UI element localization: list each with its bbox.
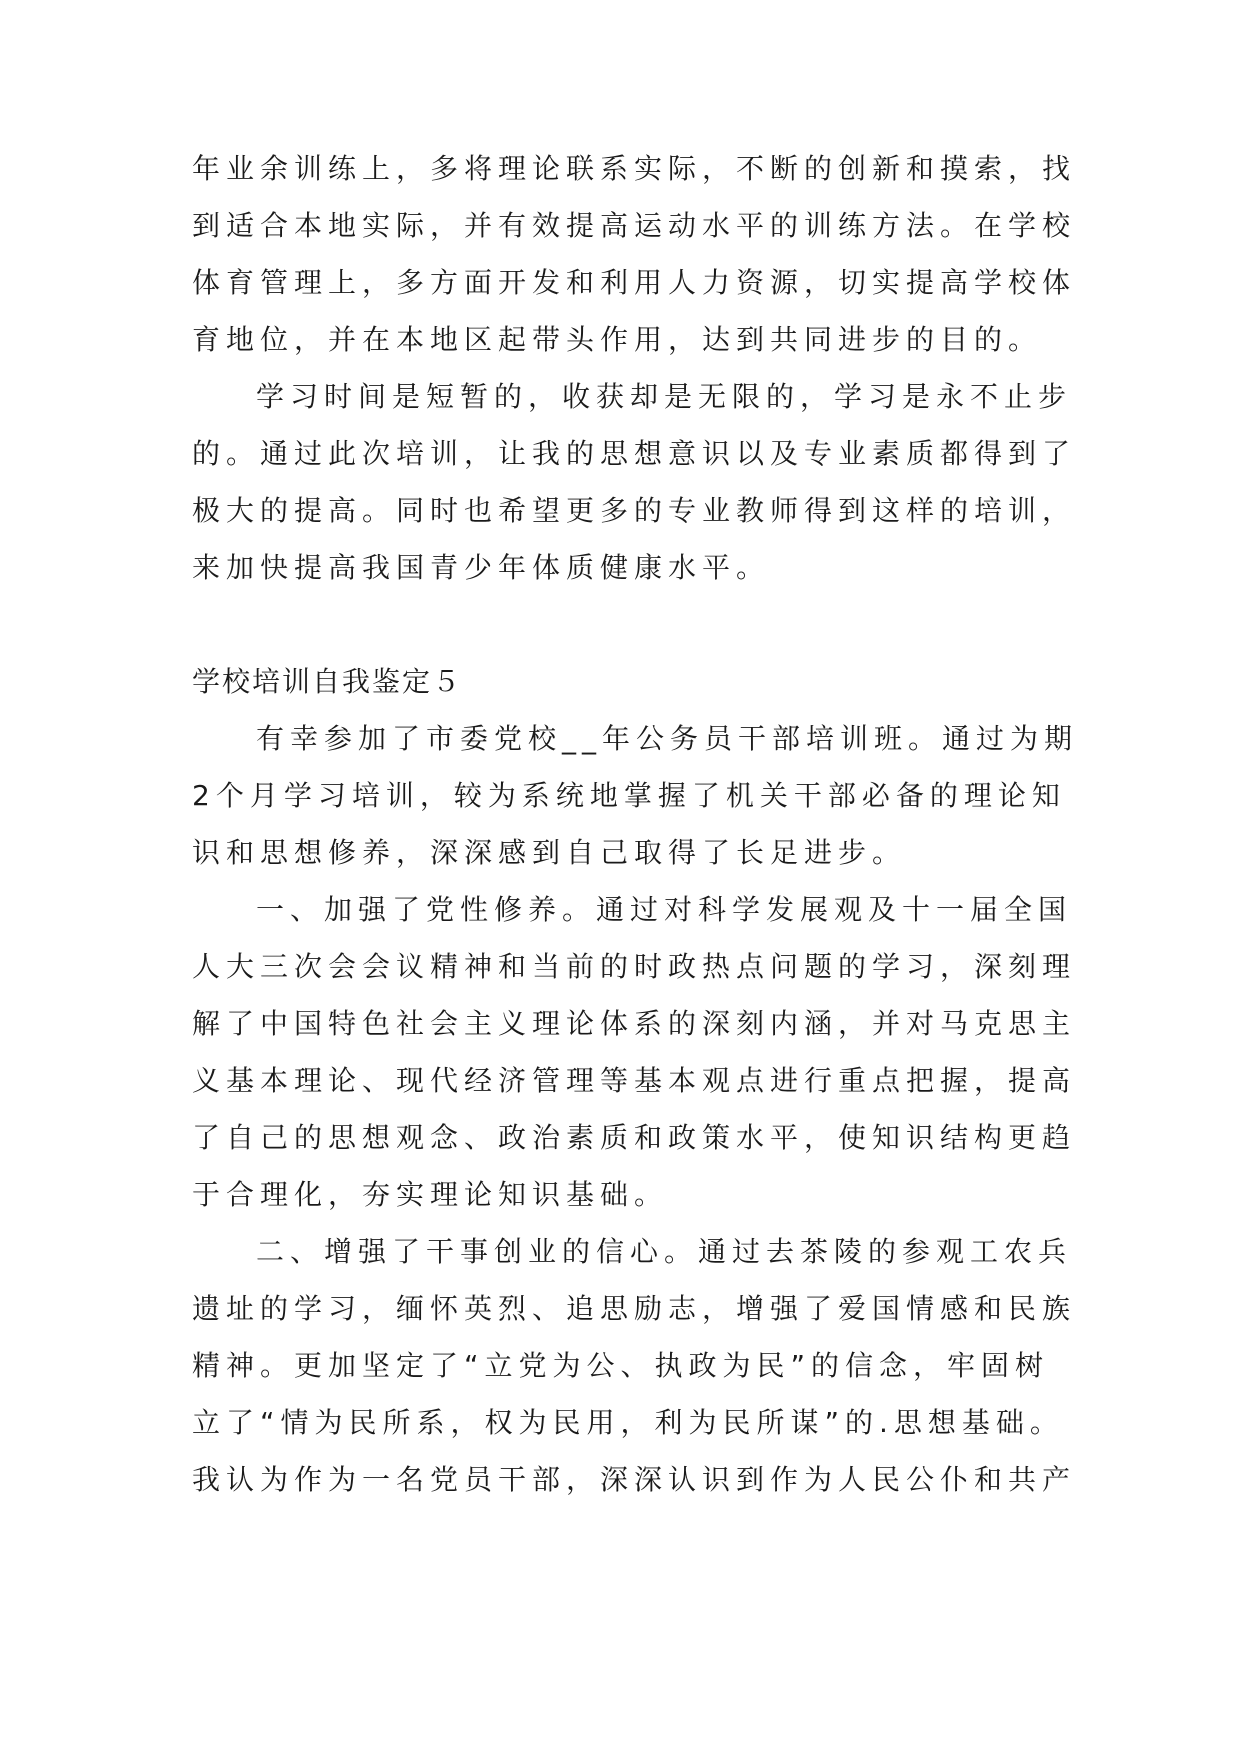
body-text-line: 的。通过此次培训，让我的思想意识以及专业素质都得到了 xyxy=(192,437,1077,470)
body-text-line: 遗址的学习，缅怀英烈、追思励志，增强了爱国情感和民族 xyxy=(192,1292,1077,1325)
body-text-line: 精神。更加坚定了“立党为公、执政为民”的信念，牢固树 xyxy=(192,1349,1050,1382)
body-text-line: 人大三次会会议精神和当前的时政热点问题的学习，深刻理 xyxy=(192,950,1077,983)
body-text-line: 极大的提高。同时也希望更多的专业教师得到这样的培训， xyxy=(192,494,1077,527)
body-text-line: 解了中国特色社会主义理论体系的深刻内涵，并对马克思主 xyxy=(192,1007,1077,1040)
body-text-line: 立了“情为民所系，权为民用，利为民所谋”的.思想基础。 xyxy=(192,1406,1064,1439)
paragraph-first-line: 一、加强了党性修养。通过对科学发展观及十一届全国 xyxy=(256,893,1073,926)
paragraph-first-line: 学习时间是短暂的，收获却是无限的，学习是永不止步 xyxy=(256,380,1073,413)
body-text-line: 来加快提高我国青少年体质健康水平。 xyxy=(192,551,771,584)
body-text-line: 识和思想修养，深深感到自己取得了长足进步。 xyxy=(192,836,907,869)
body-text-line: 了自己的思想观念、政治素质和政策水平，使知识结构更趋 xyxy=(192,1121,1077,1154)
body-text-line: 义基本理论、现代经济管理等基本观点进行重点把握，提高 xyxy=(192,1064,1077,1097)
paragraph-first-line: 二、增强了干事创业的信心。通过去茶陵的参观工农兵 xyxy=(256,1235,1073,1268)
section-heading: 学校培训自我鉴定５ xyxy=(192,665,463,698)
body-text-line: 年业余训练上，多将理论联系实际，不断的创新和摸索，找 xyxy=(192,152,1077,185)
paragraph-first-line: 有幸参加了市委党校__年公务员干部培训班。通过为期 xyxy=(256,722,1079,755)
body-text-line: 育地位，并在本地区起带头作用，达到共同进步的目的。 xyxy=(192,323,1043,356)
body-text-line: 到适合本地实际，并有效提高运动水平的训练方法。在学校 xyxy=(192,209,1077,242)
body-text-line: 于合理化，夯实理论知识基础。 xyxy=(192,1178,669,1211)
body-text-line: 我认为作为一名党员干部，深深认识到作为人民公仆和共产 xyxy=(192,1463,1077,1496)
body-text-line: 2个月学习培训，较为系统地掌握了机关干部必备的理论知 xyxy=(192,779,1066,812)
body-text-line: 体育管理上，多方面开发和利用人力资源，切实提高学校体 xyxy=(192,266,1077,299)
